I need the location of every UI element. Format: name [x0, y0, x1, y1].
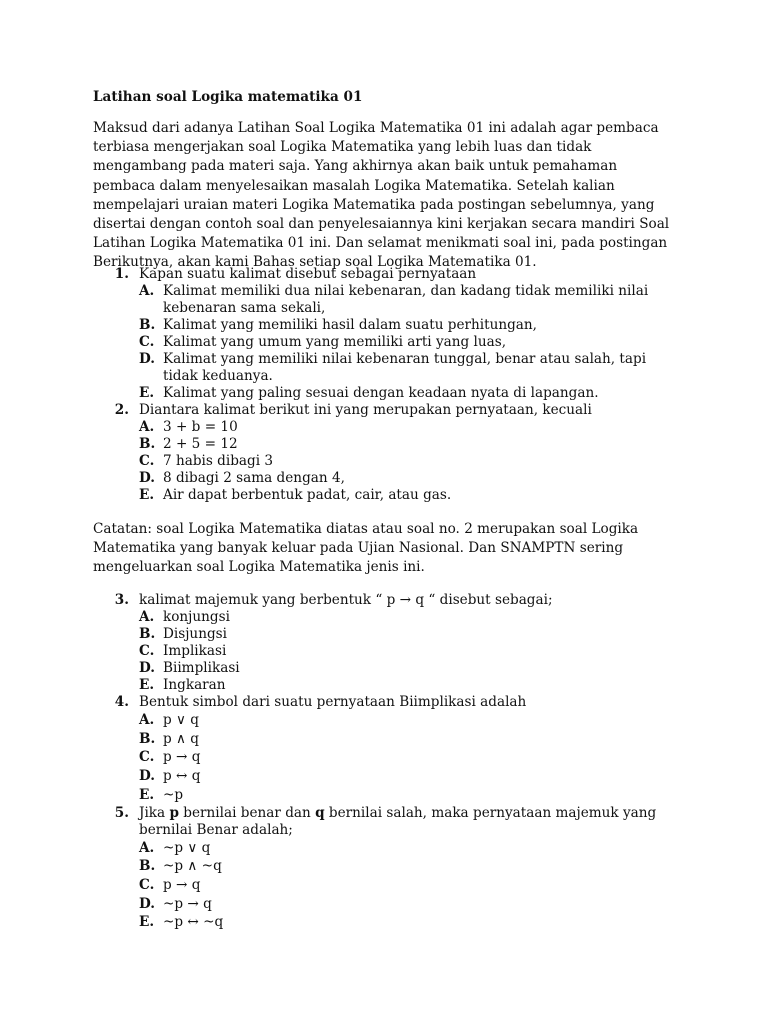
option-letter: B. — [139, 317, 156, 333]
option-text: Kalimat yang memiliki nilai kebenaran tunggal, benar atau salah, tapi tidak keduanya. — [163, 351, 647, 384]
option-text: 8 dibagi 2 sama dengan 4, — [163, 470, 345, 486]
option-list — [0, 419, 679, 504]
question-2 — [0, 402, 679, 504]
option-text: p → q — [163, 876, 201, 893]
option-e — [0, 385, 679, 402]
question-4 — [0, 694, 679, 805]
option-letter: B. — [139, 858, 156, 875]
option-b — [0, 730, 679, 749]
option-a — [0, 283, 679, 317]
option-text: ~p → q — [163, 895, 212, 912]
question-5 — [0, 805, 679, 933]
option-e — [0, 677, 679, 694]
option-text: ~p ↔ ~q — [163, 914, 224, 931]
question-text: kalimat majemuk yang berbentuk “ p → q “ disebut sebagai; — [139, 592, 553, 608]
question-text-end: bernilai salah, maka pernyataan majemuk yang bernilai Benar adalah; — [139, 804, 657, 838]
option-a — [0, 839, 679, 858]
option-letter: B. — [139, 730, 156, 747]
option-letter: C. — [139, 334, 155, 350]
question-text: Bentuk simbol dari suatu pernyataan Biimplikasi adalah — [139, 694, 527, 710]
option-letter: E. — [139, 487, 155, 503]
question-1 — [0, 266, 679, 402]
option-e — [0, 786, 679, 805]
option-letter: A. — [139, 283, 155, 299]
option-letter: D. — [139, 660, 156, 676]
variable-p: p — [169, 804, 179, 821]
option-letter: C. — [139, 453, 155, 469]
option-text: 7 habis dibagi 3 — [163, 453, 274, 469]
option-text: Kalimat yang memiliki hasil dalam suatu perhitungan, — [163, 317, 537, 333]
question-3 — [0, 592, 679, 694]
option-d — [0, 660, 679, 677]
question-number: 5. — [114, 804, 129, 821]
option-text: Biimplikasi — [163, 660, 240, 676]
document-title: Latihan soal Logika matematika 01 — [93, 89, 363, 105]
option-b — [0, 626, 679, 643]
option-text: ~p ∨ q — [163, 839, 211, 856]
option-b — [0, 317, 679, 334]
intro-paragraph: Maksud dari adanya Latihan Soal Logika Matematika 01 ini adalah agar pembaca terbiasa mengerjakan soal Logika Matematika yang lebih luas dan tidak mengambang pada materi saja. Yang akhirnya akan baik untuk pemahaman pembaca dalam menyelesaikan masalah Logika Matematika. Setelah kalian mempelajari uraian materi Logika Matematika pada postingan sebelumnya, yang disertai dengan contoh soal dan penyelesaiannya kini kerjakan secara mandiri Soal Latihan Logika Matematika 01 ini. Dan selamat menikmati soal ini, pada postingan Berikutnya, akan kami Bahas setiap soal Logika Matematika 01. — [93, 120, 670, 271]
variable-q: q — [315, 804, 325, 821]
question-list-2 — [0, 592, 679, 932]
option-d — [0, 470, 679, 487]
option-b — [0, 436, 679, 453]
option-text: Implikasi — [163, 643, 227, 659]
option-c — [0, 876, 679, 895]
option-text: Kalimat yang paling sesuai dengan keadaan nyata di lapangan. — [163, 385, 599, 401]
question-list-1 — [0, 266, 679, 504]
option-text: Kalimat memiliki dua nilai kebenaran, dan kadang tidak memiliki nilai kebenaran sama sekali, — [163, 283, 649, 316]
option-list — [0, 283, 679, 402]
option-letter: E. — [139, 677, 155, 693]
option-c — [0, 643, 679, 660]
option-d — [0, 351, 679, 385]
question-text-middle: bernilai benar dan — [178, 804, 316, 821]
option-text: Ingkaran — [163, 677, 226, 693]
option-a — [0, 609, 679, 626]
question-number: 2. — [114, 402, 129, 418]
option-letter: D. — [139, 895, 156, 912]
option-text: p ∧ q — [163, 730, 199, 747]
option-c — [0, 748, 679, 767]
option-letter: D. — [139, 470, 156, 486]
option-c — [0, 334, 679, 351]
option-letter: C. — [139, 876, 155, 893]
option-letter: A. — [139, 839, 155, 856]
question-text: Kapan suatu kalimat disebut sebagai pernyataan — [139, 266, 477, 282]
note-paragraph: Catatan: soal Logika Matematika diatas atau soal no. 2 merupakan soal Logika Matematika yang banyak keluar pada Ujian Nasional. Dan SNAMPTN sering mengeluarkan soal Logika Matematika jenis ini. — [93, 521, 639, 576]
question-text-start: Jika — [139, 804, 170, 821]
question-number: 1. — [114, 266, 129, 282]
option-text: p ∨ q — [163, 712, 199, 728]
option-letter: E. — [139, 385, 155, 401]
option-letter: E. — [139, 786, 155, 803]
option-text: p ↔ q — [163, 768, 201, 785]
option-d — [0, 767, 679, 786]
option-c — [0, 453, 679, 470]
option-d — [0, 895, 679, 914]
option-list — [0, 711, 679, 805]
option-letter: A. — [139, 419, 155, 435]
option-letter: B. — [139, 626, 156, 642]
question-text: Diantara kalimat berikut ini yang merupakan pernyataan, kecuali — [139, 402, 592, 418]
option-b — [0, 857, 679, 876]
option-letter: A. — [139, 712, 155, 728]
option-text: Disjungsi — [163, 626, 227, 642]
option-list — [0, 609, 679, 694]
option-text: Kalimat yang umum yang memiliki arti yang luas, — [163, 334, 507, 350]
question-number: 4. — [114, 694, 129, 710]
option-e — [0, 487, 679, 504]
option-text: 2 + 5 = 12 — [163, 436, 238, 452]
option-list — [0, 839, 679, 933]
option-text: ~p — [163, 786, 184, 803]
option-letter: D. — [139, 768, 156, 785]
option-letter: C. — [139, 643, 155, 659]
question-text — [139, 805, 679, 839]
option-text: ~p ∧ ~q — [163, 858, 222, 875]
option-letter: D. — [139, 351, 156, 367]
option-a — [0, 711, 679, 730]
option-text: konjungsi — [163, 609, 230, 625]
option-e — [0, 913, 679, 932]
option-text: 3 + b = 10 — [163, 419, 238, 435]
option-letter: B. — [139, 436, 156, 452]
option-text: Air dapat berbentuk padat, cair, atau gas. — [163, 487, 452, 503]
option-letter: A. — [139, 609, 155, 625]
option-letter: C. — [139, 749, 155, 766]
option-text: p → q — [163, 749, 201, 766]
question-number: 3. — [114, 592, 129, 608]
option-letter: E. — [139, 914, 155, 931]
option-a — [0, 419, 679, 436]
